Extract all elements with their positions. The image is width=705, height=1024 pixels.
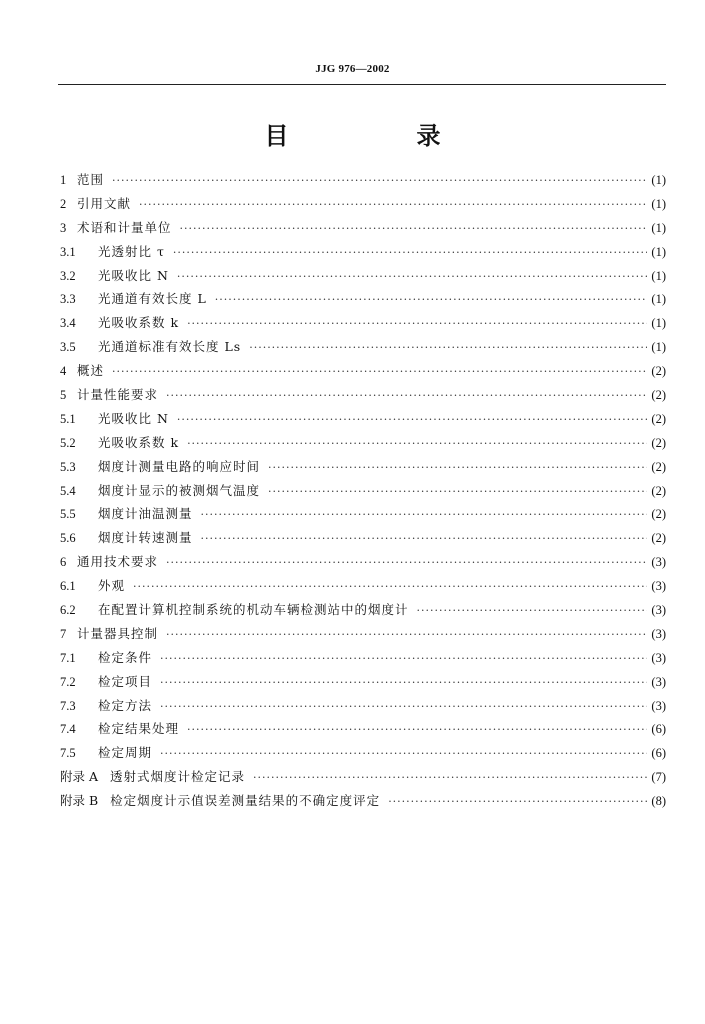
toc-label: 光吸收系数 k — [98, 315, 180, 331]
toc-entry[interactable] — [60, 694, 666, 718]
toc-label: 在配置计算机控制系统的机动车辆检测站中的烟度计 — [98, 602, 409, 618]
toc-page: (3) — [651, 603, 666, 618]
toc-entry[interactable] — [60, 264, 666, 288]
toc-entry[interactable] — [60, 240, 666, 264]
toc-page: (6) — [651, 746, 666, 761]
toc-page: (2) — [651, 483, 666, 498]
toc-page: (1) — [651, 316, 666, 331]
toc-label: 烟度计转速测量 — [98, 530, 193, 546]
toc-label: 烟度计显示的被测烟气温度 — [98, 482, 261, 498]
toc-page: (2) — [651, 411, 666, 426]
toc-page: (3) — [651, 579, 666, 594]
toc-entry[interactable] — [60, 741, 666, 765]
toc-label: 检定烟度计示值误差测量结果的不确定度评定 — [110, 793, 381, 809]
toc-leader — [160, 742, 647, 766]
toc-leader — [112, 360, 647, 384]
toc-entry[interactable] — [60, 455, 666, 479]
toc-page: (3) — [651, 698, 666, 713]
toc-number: 3 — [60, 220, 67, 235]
toc-leader — [187, 312, 647, 336]
toc-leader — [253, 766, 647, 790]
toc-number: 7.2 — [60, 674, 76, 689]
toc-page: (3) — [651, 626, 666, 641]
toc-leader — [388, 790, 647, 814]
header-divider — [58, 84, 666, 85]
toc-label: 概述 — [77, 363, 105, 379]
toc-page: (2) — [651, 459, 666, 474]
toc-number: 3.4 — [60, 316, 76, 331]
toc-page: (3) — [651, 674, 666, 689]
toc-entry[interactable] — [60, 789, 666, 813]
toc-label: 光透射比 τ — [98, 243, 165, 259]
toc-number: 3.2 — [60, 268, 76, 283]
toc-number: 5 — [60, 388, 67, 403]
toc-entry[interactable] — [60, 502, 666, 526]
toc-leader — [160, 695, 647, 719]
toc-leader — [201, 503, 648, 527]
toc-page: (3) — [651, 555, 666, 570]
toc-page: (1) — [651, 173, 666, 187]
toc-label: 通用技术要求 — [77, 554, 159, 570]
toc-entry[interactable] — [60, 479, 666, 503]
toc-leader — [160, 647, 647, 671]
toc-label: 外观 — [98, 578, 126, 594]
toc-leader — [177, 408, 648, 432]
toc-entry[interactable] — [60, 622, 666, 646]
toc-label: 检定周期 — [98, 745, 153, 761]
toc-leader — [166, 623, 647, 647]
toc-page: (1) — [651, 244, 666, 259]
toc-page: (1) — [651, 220, 666, 235]
toc-number: 6 — [60, 555, 67, 570]
toc-leader — [187, 718, 647, 742]
toc-label: 光吸收比 N — [98, 410, 169, 426]
toc-number: 6.1 — [60, 579, 76, 594]
toc-label: 光吸收系数 k — [98, 434, 180, 450]
toc-entry[interactable] — [60, 287, 666, 311]
toc-label: 检定方法 — [98, 697, 153, 713]
toc-leader — [215, 288, 648, 312]
toc-leader — [160, 671, 647, 695]
toc-label: 计量器具控制 — [77, 625, 159, 641]
toc-leader — [112, 169, 647, 193]
toc-leader — [268, 456, 647, 480]
toc-leader — [249, 336, 647, 360]
toc-label: 透射式烟度计检定记录 — [110, 769, 246, 785]
toc-number: 7.3 — [60, 698, 76, 713]
toc-entry[interactable] — [60, 383, 666, 407]
toc-number: 4 — [60, 364, 67, 379]
toc-number: 3.5 — [60, 340, 76, 355]
page-title: 目 录 — [264, 122, 493, 150]
toc-entry[interactable] — [60, 311, 666, 335]
toc-label: 范围 — [77, 172, 105, 187]
toc-entry[interactable] — [60, 717, 666, 741]
toc-leader — [201, 527, 648, 551]
toc-label: 烟度计油温测量 — [98, 506, 193, 522]
toc-number: 7.1 — [60, 650, 76, 665]
toc-page: (7) — [651, 770, 666, 785]
toc-page: (2) — [651, 435, 666, 450]
toc-leader — [417, 599, 648, 623]
toc-leader — [139, 193, 647, 217]
toc-page: (2) — [651, 507, 666, 522]
toc-number: 2 — [60, 196, 67, 211]
toc-page: (2) — [651, 388, 666, 403]
toc-entry[interactable] — [60, 670, 666, 694]
toc-page: (2) — [651, 364, 666, 379]
toc-label: 光通道有效长度 L — [98, 291, 207, 307]
toc-number: 7.5 — [60, 746, 76, 761]
toc-leader — [166, 551, 647, 575]
toc-entry[interactable] — [60, 407, 666, 431]
toc-label: 引用文献 — [77, 195, 132, 211]
toc-entry[interactable] — [60, 431, 666, 455]
toc-number: 3.3 — [60, 292, 76, 307]
toc-label: 术语和计量单位 — [77, 219, 172, 235]
toc-number: 7 — [60, 626, 67, 641]
toc-leader — [268, 480, 647, 504]
toc-entry[interactable] — [60, 598, 666, 622]
toc-number: 7.4 — [60, 722, 76, 737]
toc-number: 6.2 — [60, 603, 76, 618]
toc-leader — [166, 384, 647, 408]
toc-label: 光吸收比 N — [98, 267, 169, 283]
toc-entry[interactable] — [60, 765, 666, 789]
toc-entry[interactable] — [60, 168, 666, 192]
toc-page: (1) — [651, 292, 666, 307]
toc-leader — [173, 241, 648, 265]
toc-page: (2) — [651, 531, 666, 546]
toc-label: 检定结果处理 — [98, 721, 180, 737]
toc-entry[interactable] — [60, 335, 666, 359]
toc-number: 1 — [60, 173, 67, 187]
toc-number: 5.4 — [60, 483, 76, 498]
toc-page: (3) — [651, 650, 666, 665]
toc-leader — [180, 217, 648, 241]
toc-number: 附录 B — [60, 793, 99, 809]
toc-label: 计量性能要求 — [77, 387, 159, 403]
toc-entry[interactable] — [60, 359, 666, 383]
toc-number: 5.2 — [60, 435, 76, 450]
toc-number: 3.1 — [60, 244, 76, 259]
toc-page: (1) — [651, 340, 666, 355]
toc-number: 5.5 — [60, 507, 76, 522]
toc-number: 5.6 — [60, 531, 76, 546]
toc-label: 检定条件 — [98, 649, 153, 665]
toc-leader — [133, 575, 647, 599]
toc-entry[interactable] — [60, 216, 666, 240]
table-of-contents — [60, 168, 666, 813]
toc-leader — [187, 432, 647, 456]
toc-entry[interactable] — [60, 192, 666, 216]
toc-entry[interactable] — [60, 574, 666, 598]
toc-label: 检定项目 — [98, 673, 153, 689]
toc-entry[interactable] — [60, 550, 666, 574]
document-code: JJG 976—2002 — [315, 63, 390, 75]
toc-page: (1) — [651, 268, 666, 283]
toc-number: 5.1 — [60, 411, 76, 426]
toc-entry[interactable] — [60, 526, 666, 550]
toc-entry[interactable] — [60, 646, 666, 670]
toc-label: 烟度计测量电路的响应时间 — [98, 458, 261, 474]
toc-label: 光通道标准有效长度 Ls — [98, 339, 242, 355]
toc-page: (8) — [651, 794, 666, 809]
toc-number: 附录 A — [60, 769, 99, 785]
toc-leader — [177, 265, 648, 289]
toc-page: (1) — [651, 196, 666, 211]
toc-page: (6) — [651, 722, 666, 737]
toc-number: 5.3 — [60, 459, 76, 474]
